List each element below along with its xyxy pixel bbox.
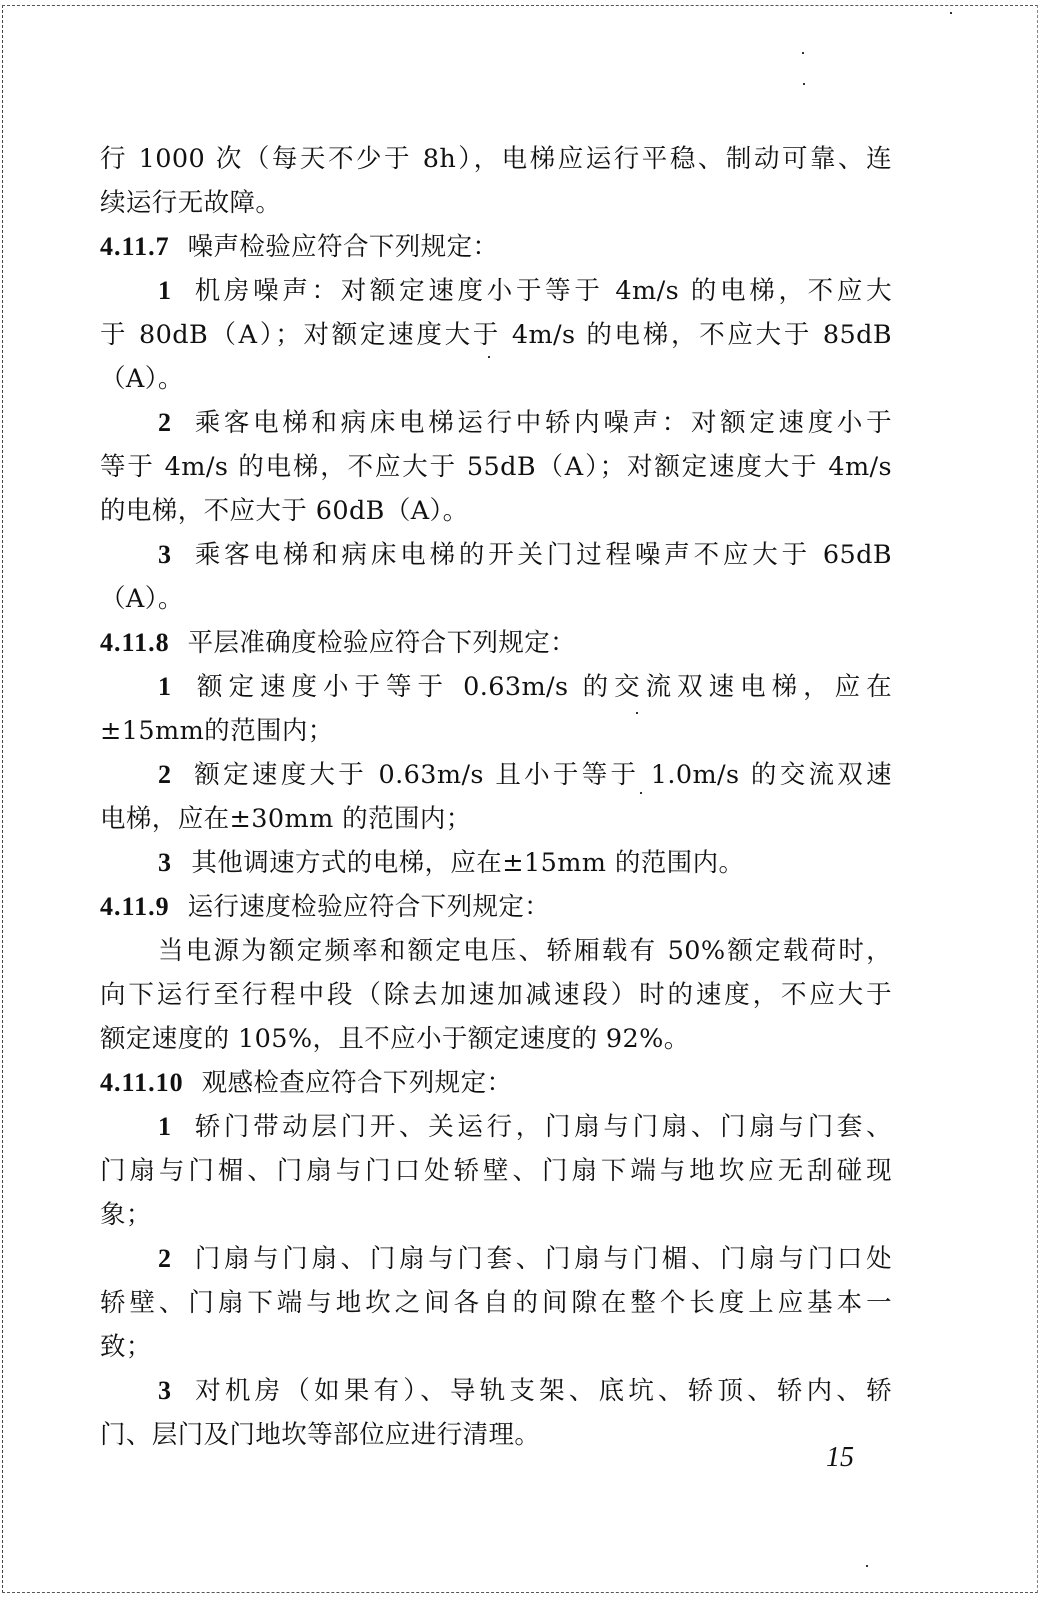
list-item	[100, 1105, 892, 1149]
clause-title: 运行速度检验应符合下列规定：	[187, 892, 551, 922]
text-line: （A）。	[100, 364, 184, 394]
item-number: 2	[158, 408, 172, 437]
item-number: 1	[158, 276, 172, 305]
item-number: 1	[158, 1112, 172, 1141]
paragraph-line: 当电源为额定频率和额定电压、轿厢载有 50%额定载荷时，	[158, 936, 892, 966]
text-line: 续运行无故障。	[100, 188, 282, 218]
list-item	[100, 1237, 892, 1281]
item-number: 2	[158, 760, 172, 789]
list-item	[100, 665, 892, 709]
scan-speck	[803, 83, 805, 85]
scan-speck	[866, 1565, 868, 1567]
item-number: 1	[158, 672, 172, 701]
item-text: 乘客电梯和病床电梯的开关门过程噪声不应大于 65dB	[191, 540, 892, 570]
list-item	[100, 1369, 892, 1413]
text-line: （A）。	[100, 584, 184, 614]
item-number: 3	[158, 540, 172, 569]
clause-title: 观感检查应符合下列规定：	[201, 1068, 513, 1098]
text-line: 门、层门及门地坎等部位应进行清理。	[100, 1420, 541, 1450]
item-text: 门扇与门扇、门扇与门套、门扇与门楣、门扇与门口处	[191, 1244, 892, 1274]
list-item	[100, 533, 892, 577]
clause-number: 4.11.8	[100, 628, 170, 657]
text-line: 等于 4m/s 的电梯，不应大于 55dB（A）；对额定速度大于 4m/s	[100, 452, 892, 482]
text-line: 向下运行至行程中段（除去加速加减速段）时的速度，不应大于	[100, 980, 892, 1010]
clause-number: 4.11.9	[100, 892, 170, 921]
clause-heading	[100, 621, 892, 665]
item-number: 3	[158, 1376, 172, 1405]
item-text: 乘客电梯和病床电梯运行中轿内噪声：对额定速度小于	[191, 408, 892, 438]
text-line: 额定速度的 105%，且不应小于额定速度的 92%。	[100, 1024, 690, 1054]
item-text: 其他调速方式的电梯，应在±15mm 的范围内。	[191, 848, 745, 878]
text-line: 的电梯，不应大于 60dB（A）。	[100, 496, 469, 526]
item-text: 额定速度大于 0.63m/s 且小于等于 1.0m/s 的交流双速	[191, 760, 892, 790]
document-body	[100, 137, 892, 1457]
text-line: 门扇与门楣、门扇与门口处轿壁、门扇下端与地坎应无刮碰现	[100, 1156, 892, 1186]
text-line: 象；	[100, 1200, 152, 1230]
text-line: ±15mm的范围内；	[100, 716, 334, 746]
clause-heading	[100, 225, 892, 269]
text-line: 于 80dB（A）；对额定速度大于 4m/s 的电梯，不应大于 85dB	[100, 320, 892, 350]
text-line: 电梯，应在±30mm 的范围内；	[100, 804, 472, 834]
text-line: 轿壁、门扇下端与地坎之间各自的间隙在整个长度上应基本一	[100, 1288, 892, 1318]
item-text: 对机房（如果有）、导轨支架、底坑、轿顶、轿内、轿	[191, 1376, 892, 1406]
item-text: 轿门带动层门开、关运行，门扇与门扇、门扇与门套、	[191, 1112, 892, 1142]
clause-heading	[100, 1061, 892, 1105]
text-line: 行 1000 次（每天不少于 8h），电梯应运行平稳、制动可靠、连	[100, 144, 892, 174]
item-text: 额定速度小于等于 0.63m/s 的交流双速电梯，应在	[191, 672, 892, 702]
page-number: 15	[826, 1442, 854, 1473]
list-item	[100, 753, 892, 797]
item-number: 3	[158, 848, 172, 877]
scan-speck	[950, 12, 952, 14]
clause-number: 4.11.10	[100, 1068, 184, 1097]
item-text: 机房噪声：对额定速度小于等于 4m/s 的电梯，不应大	[191, 276, 892, 306]
list-item	[100, 401, 892, 445]
scan-speck	[802, 52, 804, 54]
clause-number: 4.11.7	[100, 232, 170, 261]
list-item	[100, 841, 892, 885]
clause-title: 噪声检验应符合下列规定：	[187, 232, 499, 262]
clause-title: 平层准确度检验应符合下列规定：	[187, 628, 577, 658]
text-line: 致；	[100, 1332, 152, 1362]
clause-heading	[100, 885, 892, 929]
item-number: 2	[158, 1244, 172, 1273]
list-item	[100, 269, 892, 313]
